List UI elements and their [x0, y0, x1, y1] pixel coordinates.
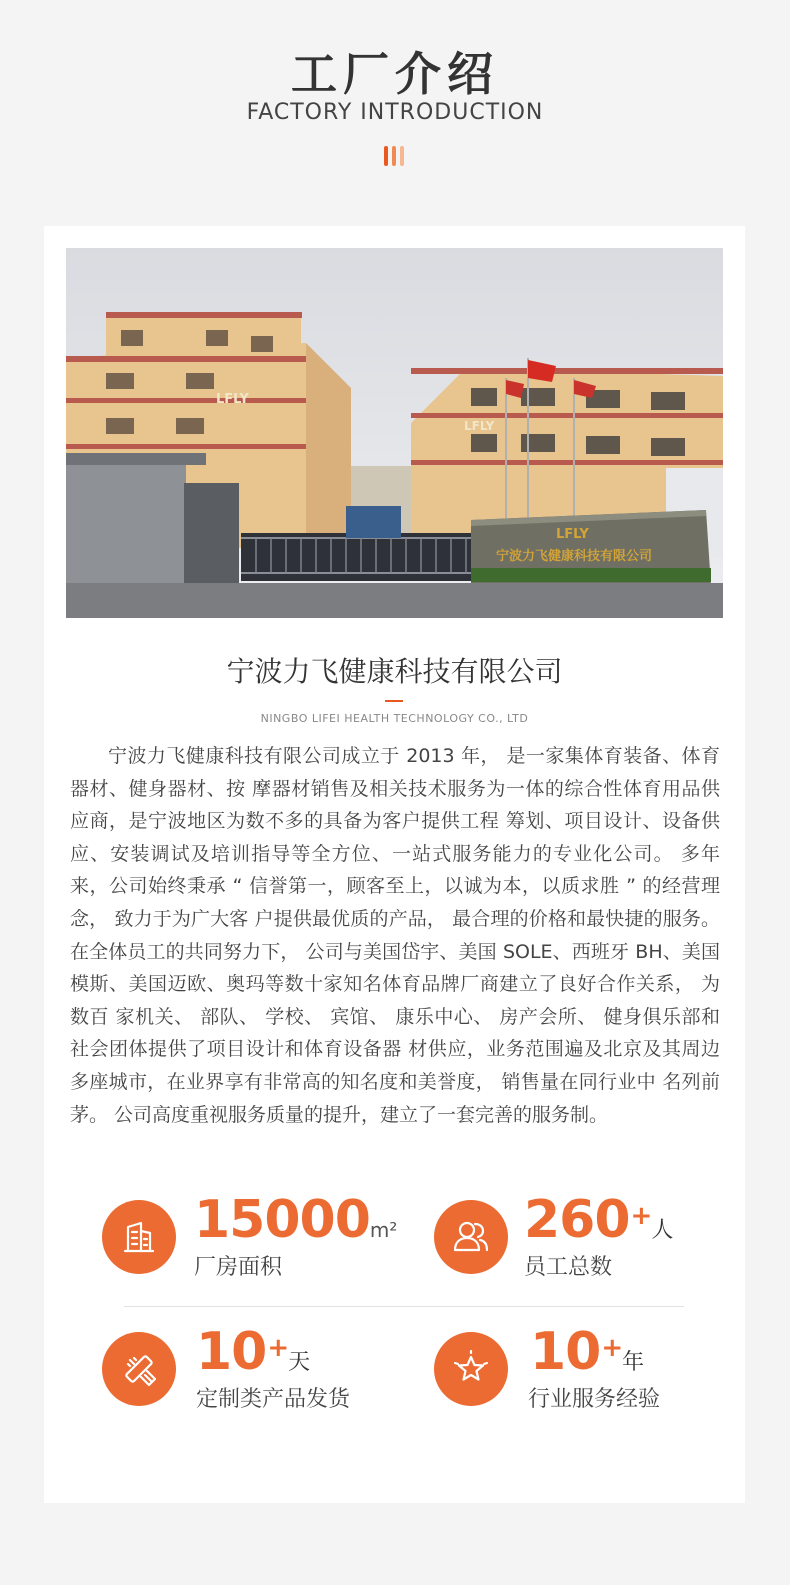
stat-employees — [434, 1192, 734, 1282]
factory-photo — [66, 248, 723, 618]
sign-company-name: 宁波力飞健康科技有限公司 — [496, 549, 653, 564]
stat-value: 10 — [530, 1322, 601, 1382]
stat-delivery — [102, 1324, 402, 1414]
stat-label: 行业服务经验 — [528, 1387, 661, 1412]
stat-label: 员工总数 — [524, 1255, 613, 1280]
stat-value: 260 — [524, 1190, 630, 1250]
section-title: 工厂介绍 — [291, 47, 499, 101]
content-card — [44, 226, 745, 1503]
building-logo-left: LFLY — [216, 392, 249, 407]
tools-icon — [102, 1332, 176, 1406]
stat-value: 10 — [196, 1322, 267, 1382]
title-underline — [385, 700, 403, 702]
stat-plus: + — [601, 1333, 623, 1363]
stat-unit: m² — [369, 1218, 398, 1242]
stat-experience — [434, 1324, 734, 1414]
building-icon — [102, 1200, 176, 1274]
accent-bars — [384, 146, 406, 166]
company-description: 宁波力飞健康科技有限公司成立于 2013 年， 是一家集体育装备、体育器材、健身器材、按 摩器材销售及相关技术服务为一体的综合性体育用品供应商，是宁波地区为数不多的具备为客户提供工程 筹划、项目设计、设备供应、安装调试及培训指导等全方位、一站式服务能力的专业化公司。 多年来，公司始终秉承 “ 信誉第一，顾客至上，以诚为本，以质求胜 ” 的经营理念， 致力于为广大客 户提供最优质的产品， 最合理的价格和最快捷的服务。在全体员工的共同努力下， 公司与美国岱宇、美国 SOLE、西班牙 BH、美国模斯、美国迈欧、奥玛等数十家知名体育品牌厂商建立了良好合作关系， 为数百 家机关、 部队、 学校、 宾馆、 康乐中心、 房产会所、 健身俱乐部和社会团体提供了项目设计和体育设备器 材供应，业务范围遍及北京及其周边多座城市，在业界享有非常高的知名度和美誉度， 销售量在同行业中 名列前茅。 公司高度重视服务质量的提升，建立了一套完善的服务制。 — [70, 745, 720, 1126]
company-name-english: NINGBO LIFEI HEALTH TECHNOLOGY CO., LTD — [260, 712, 529, 725]
people-icon — [434, 1200, 508, 1274]
stat-unit: 年 — [622, 1350, 645, 1375]
stat-unit: 人 — [651, 1218, 674, 1243]
building-logo-right: LFLY — [464, 419, 495, 433]
stat-plus: + — [630, 1201, 652, 1231]
company-name: 宁波力飞健康科技有限公司 — [226, 655, 563, 688]
stat-unit: 天 — [288, 1350, 311, 1375]
sign-logo: LFLY — [556, 527, 589, 542]
stat-factory-area — [102, 1192, 402, 1282]
stats-divider — [124, 1306, 684, 1307]
star-icon — [434, 1332, 508, 1406]
factory-photo-graphic — [66, 248, 723, 618]
stat-plus: + — [267, 1333, 289, 1363]
stat-value: 15000 — [194, 1190, 370, 1250]
page-header — [0, 0, 790, 225]
section-subtitle: FACTORY INTRODUCTION — [246, 100, 544, 125]
stat-label: 厂房面积 — [194, 1255, 283, 1280]
stat-label: 定制类产品发货 — [196, 1387, 351, 1412]
